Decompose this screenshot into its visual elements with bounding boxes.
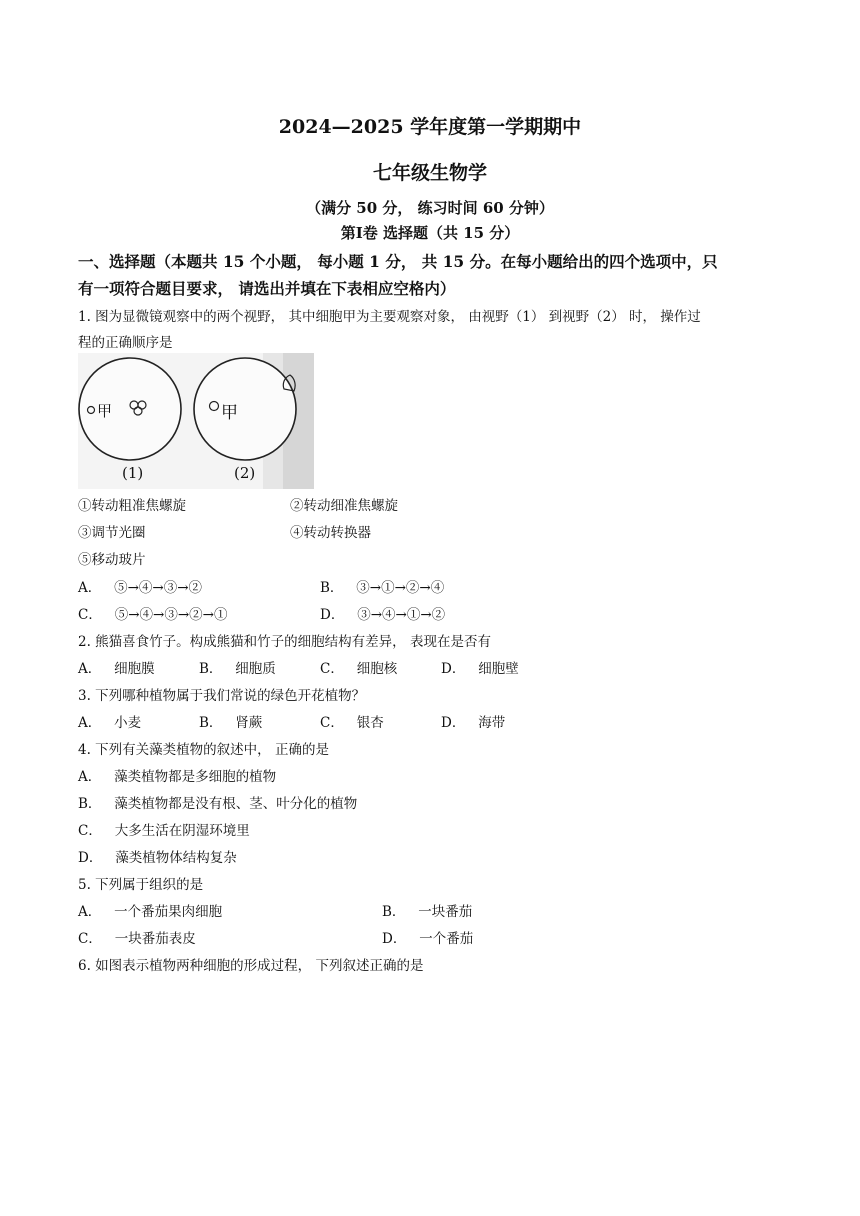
q1-option-b[interactable] xyxy=(320,576,444,596)
q1-option-a[interactable] xyxy=(78,576,202,596)
option-letter: A． xyxy=(78,715,102,731)
q2-option-b[interactable] xyxy=(199,657,276,677)
q1-stem-line2: 程的正确顺序是 xyxy=(78,335,173,351)
option-letter: C． xyxy=(320,715,344,731)
q3-option-d[interactable] xyxy=(441,711,505,731)
q2-stem: 2. 熊猫喜食竹子。构成熊猫和竹子的细胞结构有差异， 表现在是否有 xyxy=(78,634,491,650)
q2-option-a[interactable] xyxy=(78,657,155,677)
q5-option-a[interactable] xyxy=(78,900,222,920)
q1-step-2: ②转动细准焦螺旋 xyxy=(290,498,398,514)
option-letter: C． xyxy=(78,931,102,947)
option-letter: D． xyxy=(382,931,407,947)
exam-title: 2024—2025 学年度第一学期期中 xyxy=(278,116,582,138)
option-letter: D． xyxy=(78,850,103,866)
option-text: 银杏 xyxy=(356,715,384,731)
option-text: 一块番茄表皮 xyxy=(114,931,196,947)
option-text: 藻类植物都是多细胞的植物 xyxy=(114,769,277,785)
q5-option-b[interactable] xyxy=(382,900,472,920)
option-letter: B． xyxy=(320,580,344,596)
option-letter: A． xyxy=(78,580,102,596)
option-letter: A． xyxy=(78,904,102,920)
q5-option-d[interactable] xyxy=(382,927,473,947)
q1-step-3: ③调节光圈 xyxy=(78,525,146,541)
q4-option-d[interactable] xyxy=(78,846,237,866)
q3-option-a[interactable] xyxy=(78,711,141,731)
option-text: 一个番茄 xyxy=(419,931,474,947)
option-text: 藻类植物都是没有根、茎、叶分化的植物 xyxy=(114,796,358,812)
option-letter: D． xyxy=(441,661,466,677)
q2-option-c[interactable] xyxy=(320,657,397,677)
option-letter: B． xyxy=(199,715,223,731)
q1-step-1: ①转动粗准焦螺旋 xyxy=(78,498,186,514)
q1-option-d[interactable] xyxy=(320,603,445,623)
caption-field-1: (1) xyxy=(122,464,144,482)
option-text: 小麦 xyxy=(114,715,142,731)
option-text: 细胞壁 xyxy=(478,661,519,677)
q1-step-5: ⑤移动玻片 xyxy=(78,552,146,568)
exam-meta: （满分 50 分， 练习时间 60 分钟） xyxy=(306,199,554,217)
option-text: 藻类植物体结构复杂 xyxy=(115,850,237,866)
option-text: 一个番茄果肉细胞 xyxy=(114,904,223,920)
option-text: 一块番茄 xyxy=(418,904,473,920)
option-text: 大多生活在阴湿环境里 xyxy=(114,823,250,839)
q3-option-c[interactable] xyxy=(320,711,384,731)
q3-option-b[interactable] xyxy=(199,711,262,731)
option-text: 细胞核 xyxy=(356,661,398,677)
option-text: 肾蕨 xyxy=(235,715,263,731)
option-letter: B． xyxy=(199,661,223,677)
microscope-fields-figure xyxy=(78,353,314,489)
q4-option-c[interactable] xyxy=(78,819,250,839)
cell-jia-label-1: 甲 xyxy=(97,402,113,420)
caption-field-2: (2) xyxy=(234,464,256,482)
option-letter: D． xyxy=(441,715,466,731)
q1-option-c[interactable] xyxy=(78,603,227,623)
option-letter: A． xyxy=(78,661,102,677)
microscope-fields-svg xyxy=(78,353,314,489)
q2-option-d[interactable] xyxy=(441,657,519,677)
option-text: 细胞膜 xyxy=(114,661,155,677)
field-2-circle xyxy=(194,358,296,460)
section-heading-line1: 一、选择题（本题共 15 个小题， 每小题 1 分， 共 15 分。在每小题给出的四个选项中，只 xyxy=(78,252,718,271)
option-text: ③→④→①→② xyxy=(357,607,446,623)
option-letter: B． xyxy=(78,796,102,812)
option-text: ⑤→④→③→②→① xyxy=(114,607,228,623)
option-letter: C． xyxy=(320,661,344,677)
q6-stem: 6. 如图表示植物两种细胞的形成过程， 下列叙述正确的是 xyxy=(78,958,424,974)
q4-stem: 4. 下列有关藻类植物的叙述中， 正确的是 xyxy=(78,742,329,758)
option-text: ⑤→④→③→② xyxy=(114,580,203,596)
option-letter: B． xyxy=(382,904,406,920)
q4-option-b[interactable] xyxy=(78,792,357,812)
option-text: 细胞质 xyxy=(235,661,276,677)
option-letter: A． xyxy=(78,769,102,785)
q1-stem-line1: 1. 图为显微镜观察中的两个视野， 其中细胞甲为主要观察对象， 由视野（1） 到视野（2） 时， 操作过 xyxy=(78,309,701,325)
q3-stem: 3. 下列哪种植物属于我们常说的绿色开花植物？ xyxy=(78,688,366,704)
exam-subject: 七年级生物学 xyxy=(372,162,487,184)
volume-heading: 第Ⅰ卷 选择题（共 15 分） xyxy=(340,224,520,242)
q4-option-a[interactable] xyxy=(78,765,276,785)
option-text: 海带 xyxy=(478,715,506,731)
option-letter: D． xyxy=(320,607,345,623)
section-heading-line2: 有一项符合题目要求， 请选出并填在下表相应空格内） xyxy=(78,279,456,298)
option-letter: C． xyxy=(78,607,102,623)
q1-step-4: ④转动转换器 xyxy=(290,525,371,541)
q5-stem: 5. 下列属于组织的是 xyxy=(78,877,204,893)
cell-jia-label-2: 甲 xyxy=(221,403,238,423)
q5-option-c[interactable] xyxy=(78,927,196,947)
option-text: ③→①→②→④ xyxy=(356,580,445,596)
option-letter: C． xyxy=(78,823,102,839)
